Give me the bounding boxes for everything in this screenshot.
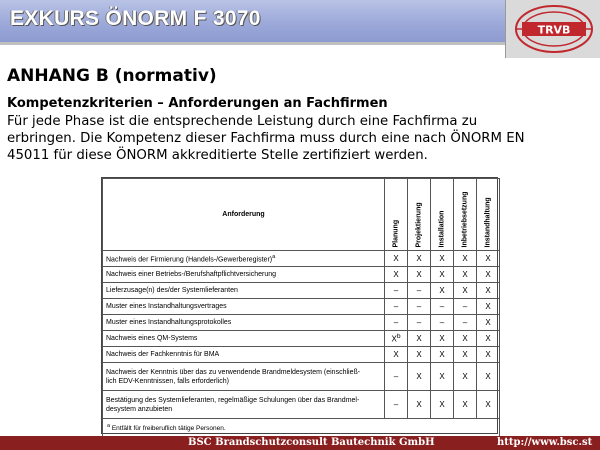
row-mark: X bbox=[454, 251, 477, 267]
row-mark: X bbox=[408, 347, 431, 363]
footer-url[interactable]: http://www.bsc.st bbox=[497, 437, 593, 448]
column-header-inbetriebsetzung: Inbetriebsetzung bbox=[454, 179, 477, 251]
row-mark: – bbox=[408, 283, 431, 299]
requirements-table bbox=[101, 177, 498, 434]
row-mark: X bbox=[431, 347, 454, 363]
footer-bar bbox=[0, 436, 600, 450]
row-mark: X bbox=[477, 283, 500, 299]
row-mark: X bbox=[431, 283, 454, 299]
row-mark: X bbox=[477, 299, 500, 315]
row-mark: – bbox=[431, 315, 454, 331]
row-label: Nachweis einer Betriebs-/Berufshaftpflichtversicherung bbox=[103, 267, 385, 283]
row-mark: X bbox=[454, 267, 477, 283]
table-row bbox=[103, 391, 500, 419]
row-mark: X bbox=[385, 267, 408, 283]
row-mark: – bbox=[454, 299, 477, 315]
row-label: Lieferzusage(n) des/der Systemlieferanten bbox=[103, 283, 385, 299]
table-row bbox=[103, 315, 500, 331]
column-header-anforderung: Anforderung bbox=[103, 179, 385, 251]
row-mark: – bbox=[454, 315, 477, 331]
row-label: Nachweis der Firmierung (Handels-/Gewerberegister)$^a$ bbox=[103, 251, 385, 267]
row-label: Muster eines Instandhaltungsprotokolles bbox=[103, 315, 385, 331]
row-mark: – bbox=[408, 315, 431, 331]
row-mark: X bbox=[431, 391, 454, 419]
page-subheading: Kompetenzkriterien – Anforderungen an Fachfirmen bbox=[7, 96, 388, 111]
row-mark: X bbox=[431, 267, 454, 283]
row-mark: – bbox=[385, 283, 408, 299]
row-mark: – bbox=[385, 363, 408, 391]
trvb-logo-icon bbox=[506, 0, 600, 58]
row-mark: X bbox=[431, 363, 454, 391]
row-mark: – bbox=[431, 299, 454, 315]
row-label: Muster eines Instandhaltungsvertrages bbox=[103, 299, 385, 315]
intro-line: 45011 für diese ÖNORM akkreditierte Stelle zertifiziert werden. bbox=[7, 148, 428, 163]
row-mark: X bbox=[477, 251, 500, 267]
row-label: Nachweis der Fachkenntnis für BMA bbox=[103, 347, 385, 363]
row-mark: X bbox=[477, 315, 500, 331]
row-mark: X bbox=[385, 347, 408, 363]
table-row bbox=[103, 363, 500, 391]
row-mark: X bbox=[477, 347, 500, 363]
row-mark: X bbox=[477, 363, 500, 391]
table-row bbox=[103, 267, 500, 283]
row-mark: X bbox=[431, 331, 454, 347]
footnote-a: $^a$ Entfällt für freiberuflich tätige Personen. bbox=[107, 423, 226, 433]
row-mark: X bbox=[477, 331, 500, 347]
row-mark: – bbox=[408, 299, 431, 315]
row-mark: X bbox=[454, 331, 477, 347]
row-label: Nachweis eines QM-Systems bbox=[103, 331, 385, 347]
row-mark: X bbox=[454, 283, 477, 299]
row-mark: X bbox=[454, 391, 477, 419]
intro-line: erbringen. Die Kompetenz dieser Fachfirma muss durch eine nach ÖNORM EN bbox=[7, 131, 525, 146]
row-mark: X bbox=[408, 331, 431, 347]
column-header-planung: Planung bbox=[385, 179, 408, 251]
intro-paragraph bbox=[7, 113, 597, 164]
table-row bbox=[103, 299, 500, 315]
row-mark: X bbox=[454, 347, 477, 363]
page-heading: ANHANG B (normativ) bbox=[7, 66, 217, 86]
row-mark: X bbox=[408, 363, 431, 391]
row-mark: X bbox=[477, 391, 500, 419]
row-mark: X bbox=[431, 251, 454, 267]
row-mark: X bbox=[408, 251, 431, 267]
row-label: Bestätigung des Systemlieferanten, regelmäßige Schulungen über das Brandmel- desystem anzubieten bbox=[103, 391, 385, 419]
column-header-installation: Installation bbox=[431, 179, 454, 251]
column-header-projektierung: Projektierung bbox=[408, 179, 431, 251]
row-mark: – bbox=[385, 299, 408, 315]
row-mark: $X^b$ bbox=[385, 331, 408, 347]
row-mark: X bbox=[408, 391, 431, 419]
row-mark: X bbox=[385, 251, 408, 267]
table-row bbox=[103, 331, 500, 347]
trvb-logo-text: TRVB bbox=[537, 23, 571, 37]
trvb-logo bbox=[505, 0, 600, 58]
column-header-instandhaltung: Instandhaltung bbox=[477, 179, 500, 251]
footer-company: BSC Brandschutzconsult Bautechnik GmbH bbox=[188, 437, 435, 448]
row-label: Nachweis der Kenntnis über das zu verwendende Brandmeldesystem (einschließ- lich EDV-Kenntnissen, falls erforderlich) bbox=[103, 363, 385, 391]
row-mark: – bbox=[385, 391, 408, 419]
intro-line: Für jede Phase ist die entsprechende Leistung durch eine Fachfirma zu bbox=[7, 114, 478, 129]
header-title: EXKURS ÖNORM F 3070 bbox=[10, 7, 261, 30]
row-mark: X bbox=[477, 267, 500, 283]
row-mark: X bbox=[408, 267, 431, 283]
table-row bbox=[103, 251, 500, 267]
row-mark: X bbox=[454, 363, 477, 391]
row-mark: – bbox=[385, 315, 408, 331]
table-header-row bbox=[103, 179, 500, 251]
table-row bbox=[103, 347, 500, 363]
table-row bbox=[103, 283, 500, 299]
